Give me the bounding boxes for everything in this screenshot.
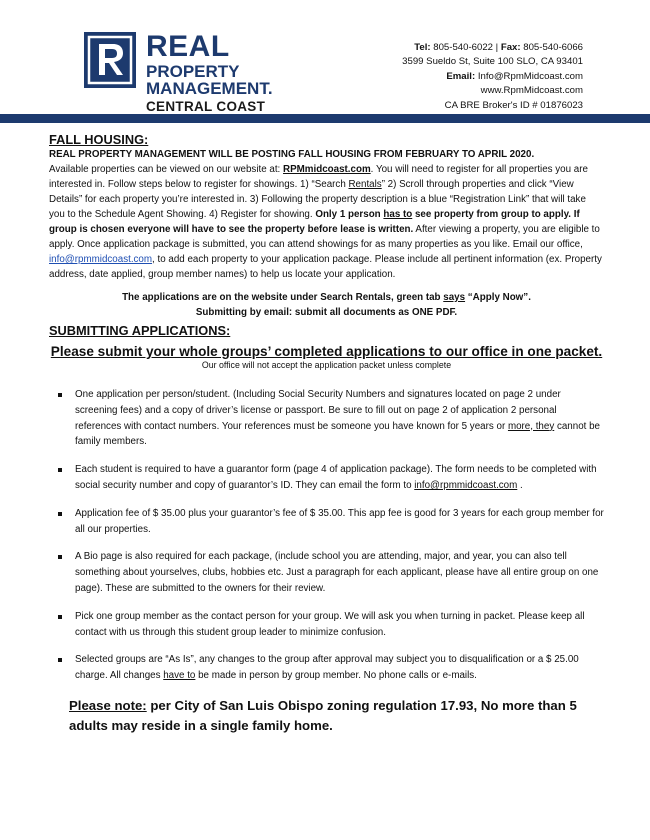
header-divider (0, 114, 650, 123)
logo-wordmark (146, 32, 273, 114)
contact-block (402, 41, 583, 113)
office-email-link[interactable]: info@rpmmidcoast.com (49, 254, 153, 265)
fall-instructions: Available properties can be viewed on our website at: RPMmidcoast.com. You will need to register for all properties you are interested in. Follow steps below to register for showings. 1) “Search Rentals” 2) Scroll through properties and click “View Details” for each property you’re interested in. 3) Following the property description is a blue “Registration Link” that will take you to the Schedule Agent Showing. 4) Register for showing. Only 1 person has to see property from group to apply. If group is chosen everyone will have to see the property before lease is written. After viewing a property, you are eligible to apply. Once application package is submitted, you can attend showings for as many properties as you like. Email our office, info@rpmmidcoast.com, to add each property to your application package. Please include all pertinent information (ex. Property address, date applied, group member names) to help us locate your application. (49, 164, 602, 280)
contact-phone-line: Tel: 805-540-6022 | Fax: 805-540-6066 (414, 42, 583, 53)
logo-line-property: PROPERTY (146, 62, 240, 81)
fax: 805-540-6066 (523, 42, 583, 53)
contact-address: 3599 Sueldo St, Suite 100 SLO, CA 93401 (402, 56, 583, 68)
list-item: One application per person/student. (Including Social Security Numbers and signatures located on page 2 under screening fees) and a copy of driver’s license or passport. Be sure to fill out on page 2 of application 2 personal references with contact numbers. Your references must be someone you have known for 5 years or more, they cannot be family members. (49, 387, 604, 450)
list-item: Application fee of $ 35.00 plus your guarantor’s fee of $ 35.00. This app fee is good for 3 years for each group member for all our properties. (49, 506, 604, 538)
list-item: A Bio page is also required for each package, (include school you are attending, major, and year, you can also tell something about yourselves, clubs, hobbies etc. Just a paragraph for each applicant, please have all entire group on one page). These are submitted to the owners for their review. (49, 549, 604, 596)
incomplete-packet-note: Our office will not accept the application packet unless complete (201, 360, 452, 370)
fall-posting-notice: REAL PROPERTY MANAGEMENT WILL BE POSTING FALL HOUSING FROM FEBRUARY TO APRIL 2020. (49, 149, 535, 160)
submit-pdf-note: Submitting by email: submit all documents as ONE PDF. (195, 307, 458, 318)
guarantor-email-link[interactable]: info@rpmmidcoast.com (414, 479, 518, 491)
list-item: Pick one group member as the contact person for your group. We will ask you when turning in packet. Please keep all contact with us through this student group leader to minimize confusion. (49, 609, 604, 641)
zoning-note: Please note: per City of San Luis Obispo zoning regulation 17.93, No more than 5 adults may reside in a single family home. (69, 697, 577, 733)
website-link[interactable]: RPMmidcoast.com (283, 164, 371, 175)
logo-r-icon (84, 32, 136, 88)
logo-line-real: REAL (146, 30, 230, 63)
document-body (49, 132, 604, 736)
apply-now-note: The applications are on the website under Search Rentals, green tab says “Apply Now”. (122, 292, 531, 303)
logo-line-management: MANAGEMENT. (146, 79, 273, 98)
submit-packet-notice: Please submit your whole groups’ completed applications to our office in one packet. (50, 344, 603, 359)
logo-line-region: CENTRAL COAST (146, 99, 266, 114)
fall-housing-heading: FALL HOUSING: (49, 132, 149, 147)
broker-license: CA BRE Broker's ID # 01876023 (444, 99, 583, 111)
list-item: Selected groups are “As Is”, any changes to the group after approval may subject you to disqualification or a $ 25.00 charge. All changes have to be made in person by group member. No phone calls or e-mails. (49, 652, 604, 684)
requirements-list (49, 387, 604, 684)
list-item: Each student is required to have a guarantor form (page 4 of application package). The form needs to be completed with social security number and copy of guarantor’s ID. They can email the form to info@rpmmidcoast.com . (49, 462, 604, 494)
contact-website: www.RpmMidcoast.com (480, 85, 583, 97)
submitting-heading: SUBMITTING APPLICATIONS: (49, 323, 231, 338)
contact-email: Info@RpmMidcoast.com (477, 70, 583, 82)
contact-email-line: Email: Info@RpmMidcoast.com (446, 70, 583, 82)
phone: 805-540-6022 (433, 42, 494, 53)
